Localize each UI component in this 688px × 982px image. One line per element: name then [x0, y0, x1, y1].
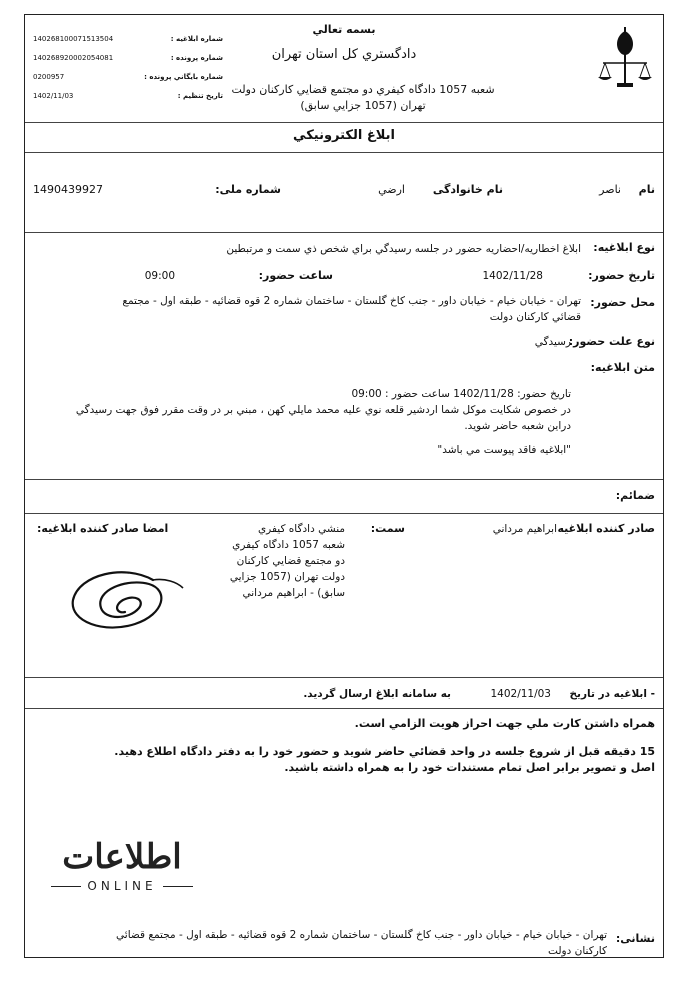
signature-label: امضا صادر كننده ابلاغيه:	[37, 522, 169, 535]
national-id-label: شماره ملی:	[215, 183, 281, 196]
attachments-label: ضمائم:	[615, 489, 655, 502]
notice-body-line1: تاريخ حضور: 1402/11/28 ساعت حضور : 09:00	[351, 388, 571, 400]
sent-label: - ابلاغيه در تاريخ	[569, 688, 655, 700]
signature-icon	[65, 560, 195, 640]
notice-body-line4: "ابلاغيه فاقد پيوست مي باشد"	[437, 444, 571, 456]
branch-line1: شعبه 1057 دادگاه كيفري دو مجتمع قضايي كاركنان دولت	[231, 83, 495, 96]
address-line2: كاركنان دولت	[548, 945, 607, 957]
issuer-role-label: سمت:	[370, 522, 405, 535]
sent-suffix: به سامانه ابلاغ ارسال گرديد.	[303, 688, 451, 700]
name-label: نام	[638, 183, 655, 196]
instruction-3: اصل و تصوير برابر اصل تمام مستندات خود را به همراه داشته باشيد.	[284, 761, 655, 774]
branch-line2: تهران (1057 جزايي سابق)	[300, 99, 426, 112]
notice-text-label: متن ابلاغيه:	[590, 361, 655, 374]
issuer-name: ابراهيم مرداني	[492, 523, 557, 535]
notice-document	[24, 14, 664, 958]
instruction-1: همراه داشتن كارت ملي جهت احراز هويت الزامي است.	[354, 717, 655, 730]
sent-date: 1402/11/03	[490, 688, 551, 700]
court-name: دادگستري كل استان تهران	[271, 47, 417, 62]
attend-time-label: ساعت حضور:	[258, 269, 333, 282]
divider	[25, 122, 663, 123]
meta-row-archive: شماره بايگاني پرونده : 0200957	[33, 73, 223, 81]
notice-body-line3: دراين شعبه حاضر شويد.	[464, 420, 571, 432]
ettelaat-watermark-logo: اطلاعات ONLINE	[47, 837, 197, 893]
attend-time-value: 09:00	[144, 270, 175, 282]
national-id-value: 1490439927	[33, 183, 103, 196]
notice-body-line2: در خصوص شكايت موكل شما اردشير قلعه نوي عليه محمد مايلي كهن ، مبني بر در وقت مقرر فوق جهت رسيدگي	[75, 404, 571, 416]
attend-place-line2: قضائي كاركنان دولت	[489, 311, 581, 323]
reason-value: رسيدگي	[534, 336, 571, 348]
notice-type-value: ابلاغ اخطاريه/احضاريه حضور در جلسه رسيدگي براي شخص ذي سمت و مرتبطين	[226, 243, 581, 255]
family-value: ارضي	[378, 183, 405, 196]
divider	[25, 708, 663, 709]
divider	[25, 479, 663, 480]
notice-type-label: نوع ابلاغيه:	[593, 241, 655, 254]
reason-label: نوع علت حضور:	[568, 335, 655, 348]
issuer-label: صادر كننده ابلاغيه	[557, 522, 655, 535]
issuer-role: منشي دادگاه كيفري شعبه 1057 دادگاه كيفري دو مجتمع قضايي كاركنان دولت تهران (1057 جزايي سابق) - ابراهيم مرداني	[229, 523, 345, 599]
divider	[25, 677, 663, 678]
meta-block	[33, 35, 223, 111]
divider	[25, 232, 663, 233]
document-title: ابلاغ الكترونيكي	[293, 128, 395, 143]
family-label: نام خانوادگی	[432, 183, 503, 196]
attend-date-label: تاريخ حضور:	[588, 269, 655, 282]
meta-row-notice: شماره ابلاغيه : 140268100071513504	[33, 35, 223, 43]
attend-place-line1: تهران - خيابان خيام - خيابان داور - جنب كاخ گلستان - ساختمان شماره 2 قوه قضائيه - طبقه اول - مجتمع	[122, 295, 581, 307]
meta-row-date: تاريخ تنظيم : 1402/11/03	[33, 92, 223, 100]
instruction-2: 15 دقيقه قبل از شروع جلسه در واحد قضائي حاضر شويد و حضور خود را به دفتر دادگاه اطلاع دهيد.	[114, 745, 655, 758]
address-line1: تهران - خيابان خيام - خيابان داور - جنب كاخ گلستان - ساختمان شماره 2 قوه قضائيه - طبقه اول - مجتمع قضائي	[116, 929, 607, 941]
divider	[25, 513, 663, 514]
attend-date-value: 1402/11/28	[482, 270, 543, 282]
divider	[25, 152, 663, 153]
basmala: بسمه تعالي	[312, 23, 376, 36]
address-label: نشانی:	[615, 932, 655, 945]
meta-row-file: شماره پرونده : 140268920002054081	[33, 54, 223, 62]
attend-place-label: محل حضور:	[590, 296, 655, 309]
name-value: ناصر	[599, 183, 621, 196]
